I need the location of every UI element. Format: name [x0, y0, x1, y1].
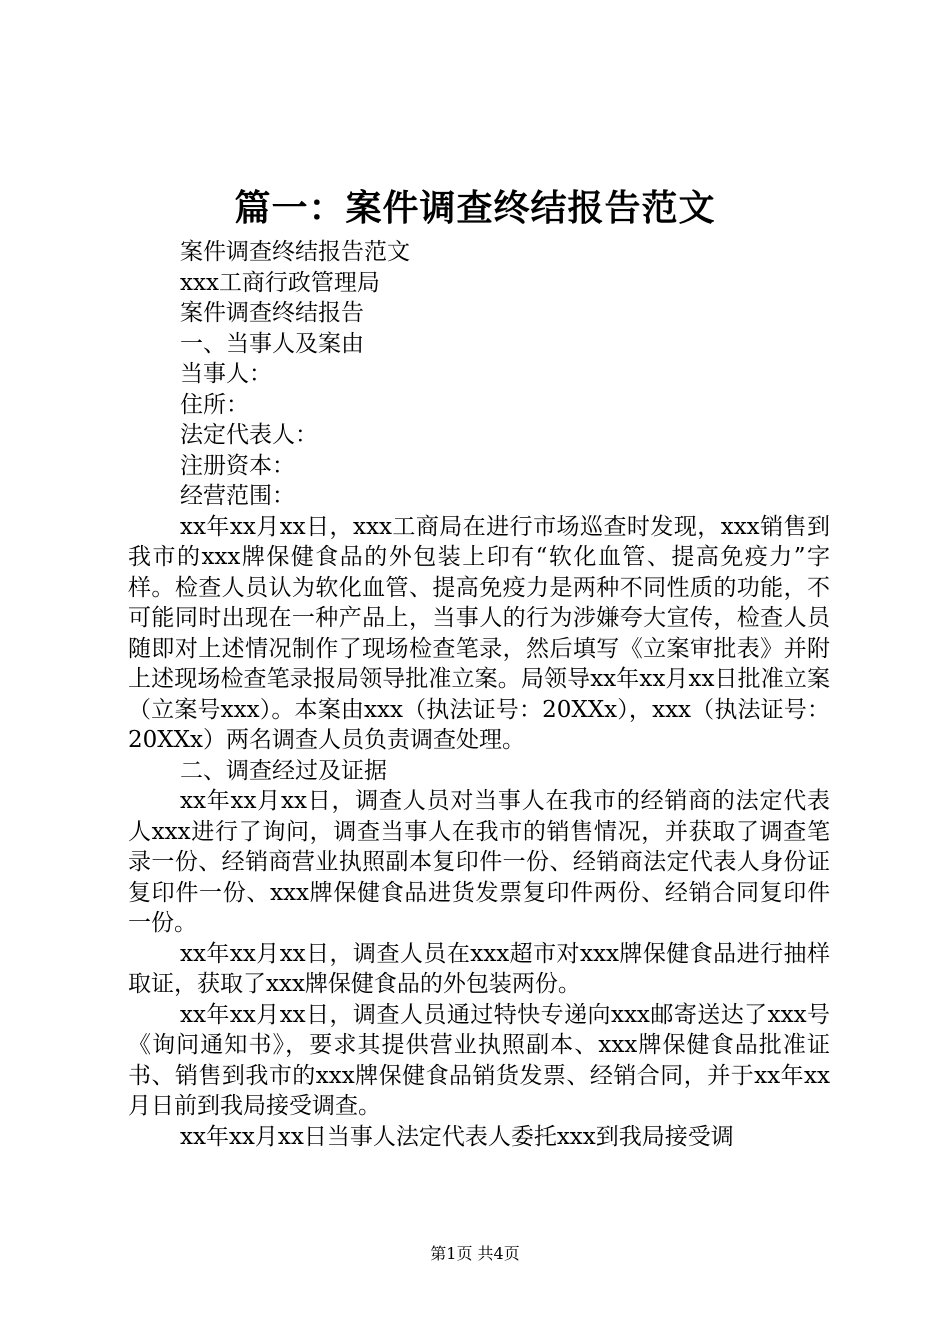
paragraph-sampling: xx年xx月xx日，调查人员在xxx超市对xxx牌保健食品进行抽样取证，获取了xxx牌保健食品的外包装两份。 — [128, 940, 830, 997]
field-address: 住所： — [180, 391, 249, 418]
header-line-title: 案件调查终结报告范文 — [180, 239, 410, 265]
header-line-report-name: 案件调查终结报告 — [180, 300, 364, 326]
paragraph-inquiry: xx年xx月xx日，调查人员对当事人在我市的经销商的法定代表人xxx进行了询问，调查当事人在我市的销售情况，并获取了调查笔录一份、经销商营业执照副本复印件一份、经销商法定代表人身份证复印件一份、xxx牌保健食品进货发票复印件两份、经销合同复印件一份。 — [128, 788, 830, 936]
paragraph-case-origin: xx年xx月xx日，xxx工商局在进行市场巡查时发现，xxx销售到我市的xxx牌保健食品的外包装上印有“软化血管、提高免疫力”字样。检查人员认为软化血管、提高免疫力是两种不同性质的功能，不可能同时出现在一种产品上，当事人的行为涉嫌夸大宣传，检查人员随即对上述情况制作了现场检查笔录，然后填写《立案审批表》并附上述现场检查笔录报局领导批准立案。局领导xx年xx月xx日批准立案（立案号xxx）。本案由xxx（执法证号：20XXx），xxx（执法证号：20XXx）两名调查人员负责调查处理。 — [128, 513, 830, 753]
document-body — [128, 237, 830, 1152]
field-registered-capital: 注册资本： — [180, 452, 295, 479]
field-party: 当事人： — [180, 361, 272, 387]
header-line-agency: xxx工商行政管理局 — [180, 269, 380, 296]
field-legal-representative: 法定代表人： — [180, 422, 318, 448]
section-1-heading: 一、当事人及案由 — [180, 330, 364, 357]
page-footer: 第1页 共4页 — [430, 1244, 520, 1263]
section-2-heading: 二、调查经过及证据 — [180, 757, 387, 784]
paragraph-notice: xx年xx月xx日，调查人员通过特快专递向xxx邮寄送达了xxx号《询问通知书》，要求其提供营业执照副本、xxx牌保健食品批准证书、销售到我市的xxx牌保健食品销货发票、经销合同，并于xx年xx月日前到我局接受调查。 — [128, 1001, 830, 1119]
paragraph-delegation: xx年xx月xx日当事人法定代表人委托xxx到我局接受调 — [180, 1123, 734, 1150]
document-title: 篇一：案件调查终结报告范文 — [234, 187, 716, 229]
field-business-scope: 经营范围： — [180, 483, 295, 509]
